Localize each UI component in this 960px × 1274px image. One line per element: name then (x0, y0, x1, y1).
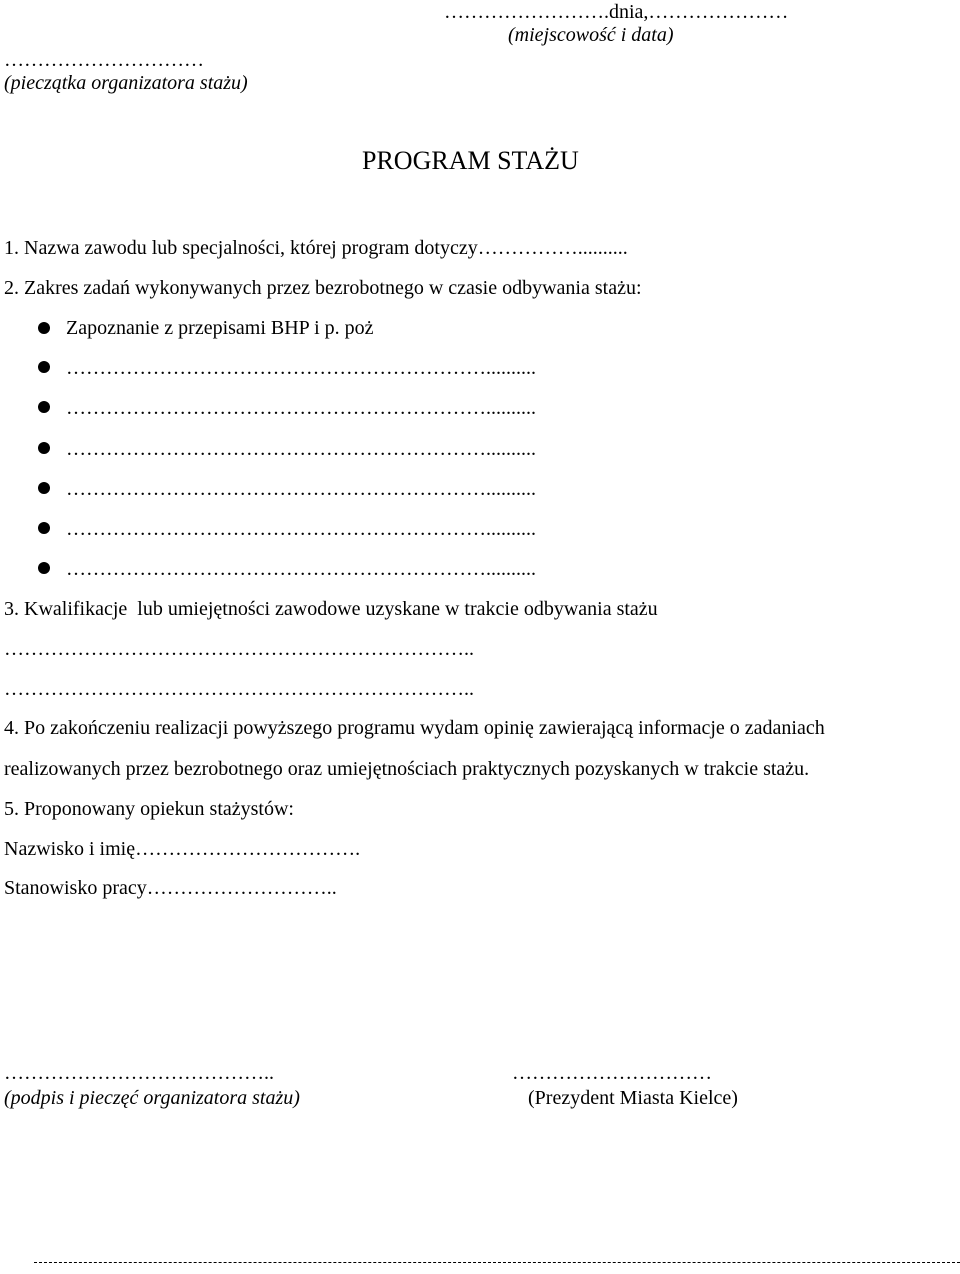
signature-caption: (Prezydent Miasta Kielce) (528, 1087, 738, 1109)
stamp-line: ………………………… (4, 49, 204, 71)
section-3-line: …………………………………………………………….. (4, 638, 474, 660)
section-4-line-1: 4. Po zakończeniu realizacji powyższego programu wydam opinię zawierającą informacje o zadaniach (4, 717, 825, 739)
page-title: PROGRAM STAŻU (362, 146, 579, 175)
footer-divider (34, 1262, 960, 1263)
section-4-line-2: realizowanych przez bezrobotnego oraz umiejętnościach praktycznych pozyskanych w trakcie stażu. (4, 758, 810, 780)
section-3-line: …………………………………………………………….. (4, 678, 474, 700)
bullet-icon (38, 322, 50, 334)
section-3-heading: 3. Kwalifikacje lub umiejętności zawodowe uzyskane w trakcie odbywania stażu (4, 598, 658, 620)
task-text: ……………………………………………………….......... (66, 438, 536, 460)
task-text: ……………………………………………………….......... (66, 357, 536, 379)
task-text: Zapoznanie z przepisami BHP i p. poż (66, 317, 374, 339)
bullet-icon (38, 361, 50, 373)
section-2-heading: 2. Zakres zadań wykonywanych przez bezrobotnego w czasie odbywania stażu: (4, 277, 642, 299)
task-text: ……………………………………………………….......... (66, 397, 536, 419)
section-1-profession: 1. Nazwa zawodu lub specjalności, której program dotyczy…………….......... (4, 237, 628, 259)
signature-caption: (podpis i pieczęć organizatora stażu) (4, 1087, 300, 1109)
bullet-icon (38, 522, 50, 534)
bullet-icon (38, 482, 50, 494)
bullet-icon (38, 562, 50, 574)
mentor-position-field: Stanowisko pracy……………………….. (4, 877, 337, 899)
bullet-icon (38, 442, 50, 454)
stamp-caption: (pieczątka organizatora stażu) (4, 72, 248, 94)
task-text: ……………………………………………………….......... (66, 558, 536, 580)
date-line: …………………….dnia,………………… (444, 1, 789, 23)
mentor-name-field: Nazwisko i imię……………………………. (4, 838, 361, 860)
section-5-heading: 5. Proponowany opiekun stażystów: (4, 798, 294, 820)
task-text: ……………………………………………………….......... (66, 518, 536, 540)
bullet-icon (38, 401, 50, 413)
task-text: ……………………………………………………….......... (66, 478, 536, 500)
signature-line: ………………………… (512, 1062, 712, 1084)
date-caption: (miejscowość i data) (508, 24, 674, 46)
signature-line: ………………………………….. (4, 1062, 274, 1084)
